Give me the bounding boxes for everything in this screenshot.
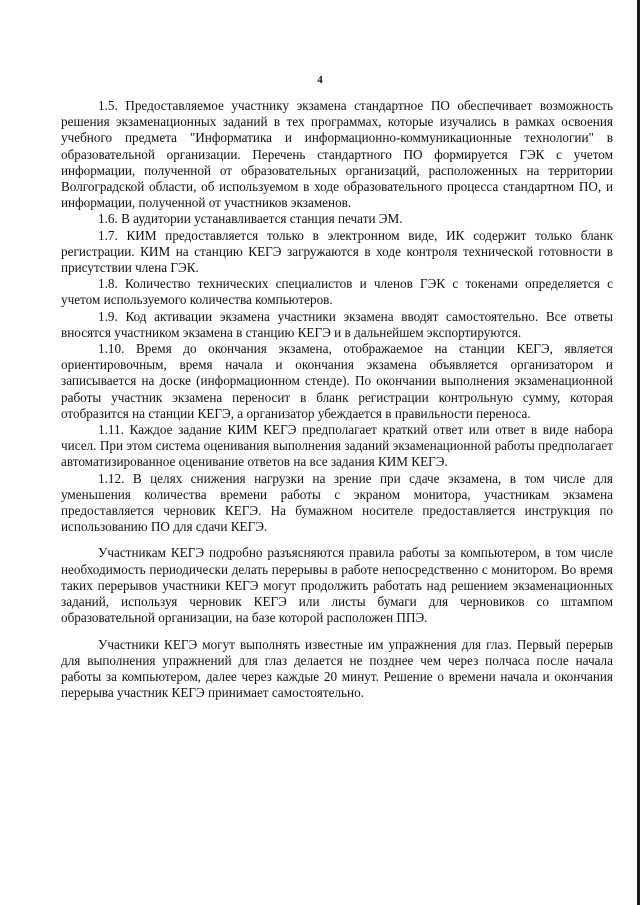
page-number: 4	[317, 74, 323, 86]
paragraph-1-10: 1.10. Время до окончания экзамена, отображаемое на станции КЕГЭ, является ориентировочным, время начала и окончания экзамена объявляется организатором и записывается на доске (информационном стенде). По окончании выполнения экзаменационной работы участник экзамена переносит в бланк регистрации контрольную сумму, которая отобразится на станции КЕГЭ, а организатор убеждается в правильности переноса.	[61, 341, 613, 421]
paragraph-1-9: 1.9. Код активации экзамена участники экзамена вводят самостоятельно. Все ответы вносятся участником экзамена в станцию КЕГЭ и в дальнейшем экспортируются.	[61, 308, 613, 340]
paragraph-1-6: 1.6. В аудитории устанавливается станция печати ЭМ.	[98, 211, 403, 227]
paragraph-1-8: 1.8. Количество технических специалистов и членов ГЭК с токенами определяется с учетом используемого количества компьютеров.	[61, 276, 613, 308]
paragraph-breaks-rules: Участникам КЕГЭ подробно разъясняются правила работы за компьютером, в том числе необходимость периодически делать перерывы в работе непосредственно с монитором. Во время таких перерывов участники КЕГЭ могут продолжить работать над решением экзаменационных заданий, используя черновик КЕГЭ или листы бумаги для черновиков со штампом образовательной организации, на базе которой расположен ППЭ.	[61, 545, 613, 626]
paragraph-1-7: 1.7. КИМ предоставляется только в электронном виде, ИК содержит только бланк регистрации. КИМ на станцию КЕГЭ загружаются в ходе контроля технической готовности в присутствии члена ГЭК.	[61, 227, 613, 276]
paragraph-1-11: 1.11. Каждое задание КИМ КЕГЭ предполагает краткий ответ или ответ в виде набора чисел. При этом система оценивания выполнения заданий экзаменационной работы предполагает автоматизированное оценивание ответов на все задания КИМ КЕГЭ.	[61, 422, 613, 470]
paragraph-eye-exercises: Участники КЕГЭ могут выполнять известные им упражнения для глаз. Первый перерыв для выполнения упражнений для глаз делается не позднее чем через полчаса после начала работы за компьютером, далее через каждые 20 минут. Решение о времени начала и окончания перерыва участник КЕГЭ принимает самостоятельно.	[61, 636, 613, 701]
document-body	[61, 98, 613, 701]
paragraph-1-5: 1.5. Предоставляемое участнику экзамена стандартное ПО обеспечивает возможность решения экзаменационных заданий в тех программах, которые изучались в рамках освоения учебного предмета "Информатика и информационно-коммуникационные технологии" в образовательной организации. Перечень стандартного ПО формируется ГЭК с учетом информации, полученной от образовательных организаций, расположенных на территории Волгоградской области, об используемом в ходе образовательного процесса стандартном ПО, и информации, полученной от участников экзаменов.	[61, 98, 613, 211]
paragraph-1-12: 1.12. В целях снижения нагрузки на зрение при сдаче экзамена, в том числе для уменьшения количества времени работы с экраном монитора, участникам экзамена предоставляется черновик КЕГЭ. На бумажном носителе предоставляется инструкция по использованию ПО для сдачи КЕГЭ.	[61, 470, 613, 535]
